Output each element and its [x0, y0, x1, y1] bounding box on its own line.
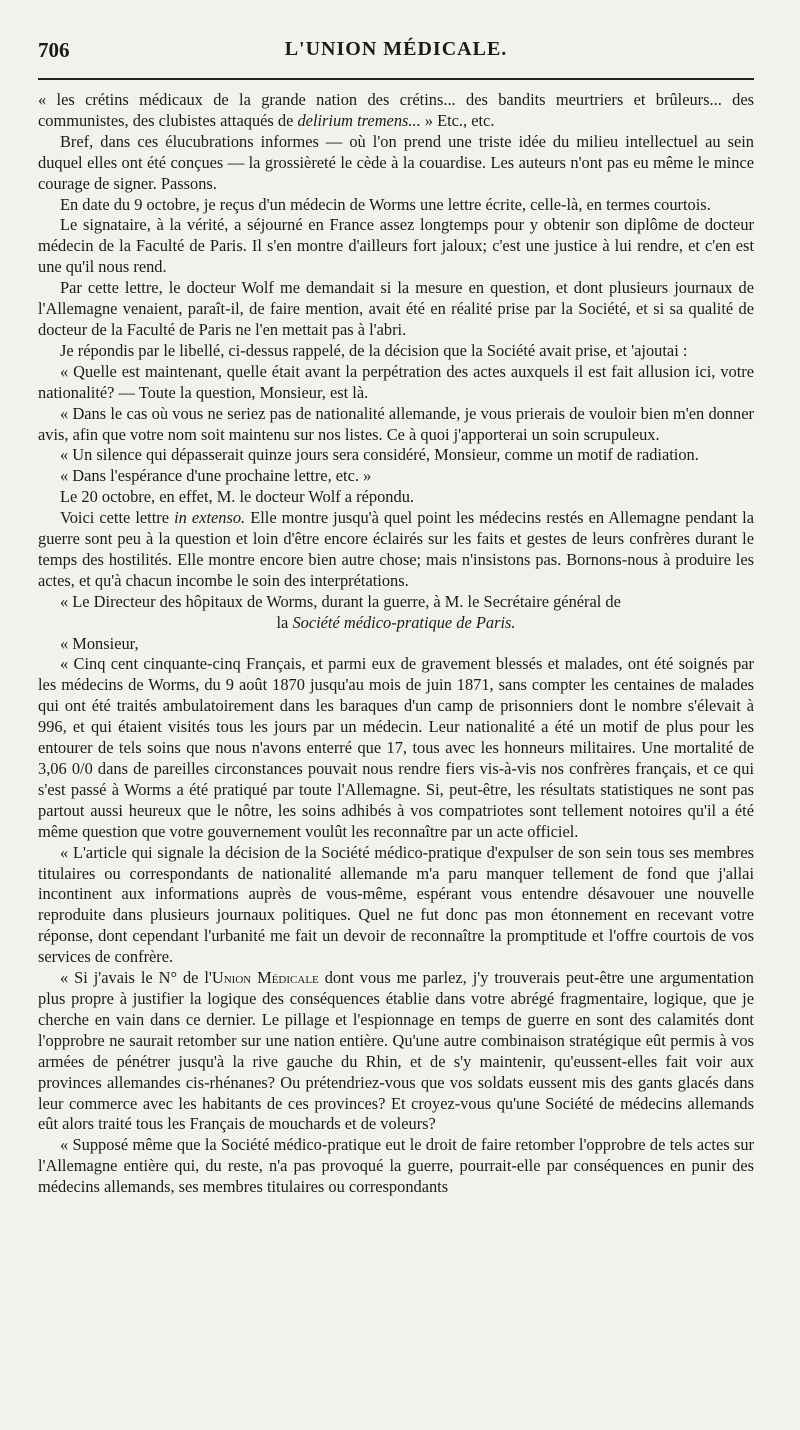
paragraph-text: Voici cette lettre	[60, 508, 175, 528]
paragraph-text: « Le Directeur des hôpitaux de Worms, durant la guerre, à M. le Secrétaire général de	[60, 591, 621, 611]
paragraph-text: « L'article qui signale la décision de la Société médico-pratique d'expulser de son sein tous ses membres titulaires ou correspondants de nationalité allemande m'a paru manquer tellement de fond que j'allai incontinent aux informations auprès de vous-même, espérant vous entendre désavouer une nouvelle reproduite dans plusieurs journaux politiques. Quel ne fut donc pas mon étonnement en recevant votre réponse, dont cependant l'urbanité me fait un devoir de reconnaître la promptitude et l'offre courtois de vos services de confrère.	[38, 842, 754, 967]
paragraph-text: Je répondis par le libellé, ci-dessus rappelé, de la décision que la Société avait prise, et 'ajoutai :	[60, 340, 688, 360]
paragraph-text: Union Médicale	[211, 968, 319, 988]
paragraph	[38, 592, 754, 613]
paragraph-text: « Un silence qui dépasserait quinze jours sera considéré, Monsieur, comme un motif de radiation.	[60, 445, 699, 465]
running-title: L'UNION MÉDICALE.	[284, 38, 508, 60]
header-rule	[38, 78, 754, 80]
paragraph-text: Par cette lettre, le docteur Wolf me demandait si la mesure en question, et dont plusieurs journaux de l'Allemagne venaient, paraît-il, de faire mention, avait été en réalité prise par la Société, et si sa qualité de docteur de la Faculté de Paris ne l'en mettait pas à l'abri.	[38, 278, 754, 339]
article-body	[38, 90, 754, 1198]
italic-text: delirium tremens...	[297, 110, 421, 130]
paragraph	[38, 487, 754, 508]
paragraph-text: « Supposé même que la Société médico-pratique eut le droit de faire retomber l'opprobre de tels actes sur l'Allemagne entière qui, du reste, n'a pas provoqué la guerre, pourrait-elle par conséquences en punir des médecins allemands, ses membres titulaires ou correspondants	[38, 1135, 754, 1197]
page-header	[38, 28, 754, 72]
paragraph	[38, 634, 754, 655]
paragraph	[38, 132, 754, 195]
paragraph	[38, 404, 754, 446]
page-number: 706	[38, 38, 70, 62]
paragraph-text: « Quelle est maintenant, quelle était avant la perpétration des actes auxquels il est fait allusion ici, votre nationalité? — Toute la question, Monsieur, est là.	[38, 361, 754, 402]
paragraph	[38, 278, 754, 341]
paragraph	[38, 508, 754, 592]
paragraph-text: « les crétins médicaux de la grande nation des crétins... des bandits meurtriers et brûleurs... des communistes, des clubistes attaqués de	[38, 90, 754, 130]
paragraph	[38, 215, 754, 278]
paragraph-text: la	[276, 612, 293, 632]
paragraph	[38, 613, 754, 634]
paragraph-text: Elle montre jusqu'à quel point les médecins restés en Allemagne pendant la guerre sont peu à la question et loin d'être encore éclairés sur les faits et gestes de leurs confrères durant le temps des hostilités. Elle montre encore bien autre chose; mais n'insistons pas. Bornons-nous à produire les actes, et qu'à chacun incombe le soin des interprétations.	[38, 508, 754, 590]
paragraph-text: Le signataire, à la vérité, a séjourné en France assez longtemps pour y obtenir son diplôme de docteur médecin de la Faculté de Paris. Il s'en montre d'ailleurs fort jaloux; c'est une justice à lui rendre, et c'en est une qu'il nous rend.	[38, 215, 754, 277]
paragraph-text: dont vous me parlez, j'y trouverais peut-être une argumentation plus propre à justifier la logique des conséquences établie dans votre abrégé fragmentaire, logique, que je cherche en vain dans ce dernier. Le pillage et l'espionnage en temps de guerre en sont des calamités dont l'opprobre ne saurait retomber sur une nation entière. Qu'une autre combinaison stratégique eût permis à vos armées de pénétrer jusqu'à la rive gauche du Rhin, et de s'y maintenir, qu'eussent-elles fait voir aux provinces allemandes cis-rhénanes? Ou prétendriez-vous que vos soldats eussent mis des gants glacés dans leur commerce avec les habitants de ces provinces? Et croyez-vous qu'une Société de médecins allemands eût alors traité tous les Français de mouchards et de voleurs?	[38, 968, 754, 1134]
paragraph-text: « Si j'avais le N° de l'	[60, 968, 212, 988]
paragraph-text: « Dans l'espérance d'une prochaine lettre, etc. »	[60, 466, 372, 486]
paragraph	[38, 466, 754, 487]
paragraph-text: Bref, dans ces élucubrations informes — où l'on prend une triste idée du milieu intellectuel au sein duquel elles ont été conçues — la grossièreté le cède à la couardise. Les auteurs n'ont pas eu même le mince courage de signer. Passons.	[38, 131, 754, 193]
paragraph	[38, 654, 754, 842]
paragraph-text: » Etc., etc.	[420, 110, 495, 130]
paragraph	[38, 90, 754, 132]
paragraph-text: Le 20 octobre, en effet, M. le docteur Wolf a répondu.	[60, 487, 414, 507]
paragraph	[38, 1135, 754, 1198]
paragraph	[38, 362, 754, 404]
paragraph	[38, 968, 754, 1135]
paragraph-text: « Monsieur,	[60, 633, 139, 653]
paragraph-text: « Cinq cent cinquante-cinq Français, et parmi eux de gravement blessés et malades, ont été soignés par les médecins de Worms, du 9 août 1870 jusqu'au mois de juin 1871, sans compter les centaines de malades qui ont été traités ambulatoirement dans les baraques d'un camp de prisonniers dont le nombre s'élevait à 996, et qui étaient visités tous les jours par un médecin. Leur nationalité a été un motif de plus pour les entourer de tels soins que nous n'avons enterré que 17, tous avec les honneurs militaires. Une mortalité de 3,06 0/0 dans de pareilles circonstances pouvait nous rendre fiers vis-à-vis nos confrères français, et ce qui s'est passé à Worms a été pratiqué par toute l'Allemagne. Si, peut-être, les résultats statistiques ne sont pas partout aussi heureux que le nôtre, les soins adhibés à vos compatriotes sont tellement notoires qu'il a été même question que votre gouvernement voulût les reconnaître par un acte officiel.	[38, 654, 754, 841]
paragraph-text: En date du 9 octobre, je reçus d'un médecin de Worms une lettre écrite, celle-là, en termes courtois.	[60, 194, 711, 214]
paragraph	[38, 843, 754, 968]
paragraph-text: « Dans le cas où vous ne seriez pas de nationalité allemande, je vous prierais de vouloir bien m'en donner avis, afin que votre nom soit maintenu sur nos listes. Ce à quoi j'apporterai un soin scrupuleux.	[38, 403, 754, 444]
paragraph	[38, 341, 754, 362]
paragraph	[38, 445, 754, 466]
italic-text: Société médico-pratique de Paris.	[292, 612, 516, 632]
italic-text: in extenso.	[174, 508, 246, 528]
paragraph	[38, 195, 754, 216]
